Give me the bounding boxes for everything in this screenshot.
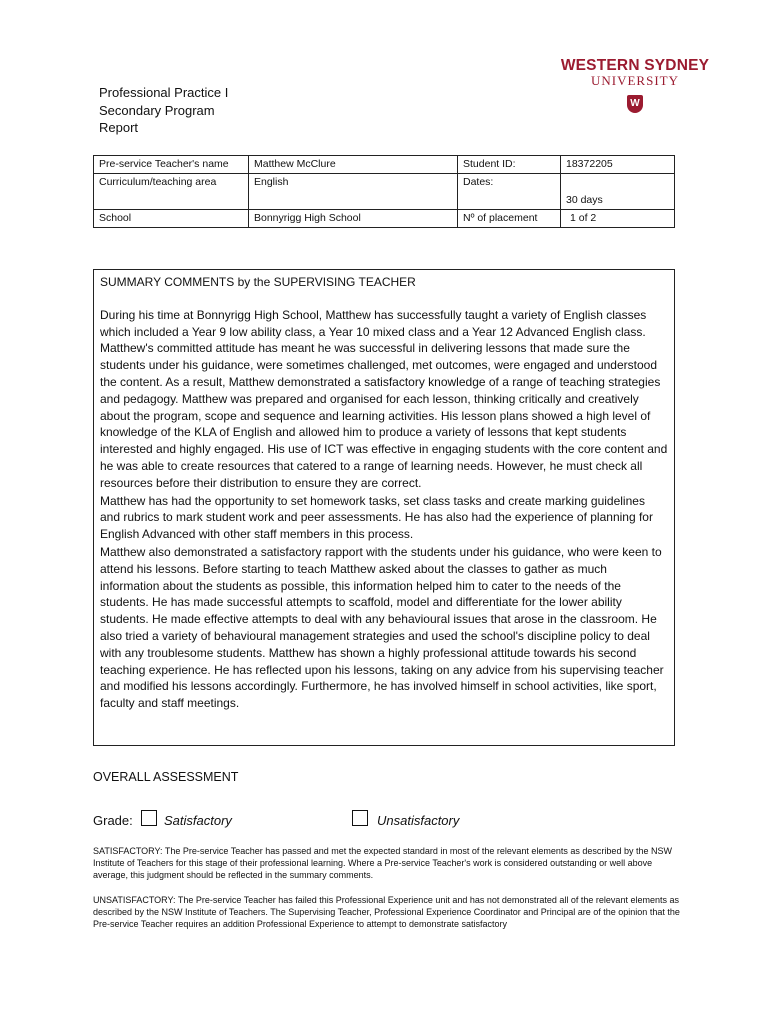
summary-paragraph: Matthew has had the opportunity to set homework tasks, set class tasks and create marking guidelines and rubrics to mark student work and peer assessments. He has also had the experience of planning for English Advanced with other staff members in this process. [100,493,653,542]
logo-text-top: WESTERN SYDNEY [560,57,710,74]
summary-paragraph: During his time at Bonnyrigg High School, Matthew has successfully taught a variety of English classes which included a Year 9 low ability class, a Year 10 mixed class and a Year 12 Advanced English class. Matthew's committed attitude has meant he was successful in delivering lessons that made sure the students under his guidance, were sometimes challenged, met outcomes, were engaged and understood the content. As a result, Matthew demonstrated a satisfactory knowledge of a range of teaching strategies and pedagogy. Matthew was prepared and organised for each lesson, thinking critically and creatively about the program, scope and sequence and learning activities. His lesson plans showed a high level of knowledge of the KLA of English and allowed him to produce a variety of lessons that kept students interested and highly engaged. His use of ICT was effective in engaging students with the core content and he was able to create resources that catered to a range of learning needs. However, he must check all resources before their distribution to ensure they are correct. [100,307,668,490]
dates-label: Dates: [458,174,561,210]
summary-paragraph: Matthew also demonstrated a satisfactory rapport with the students under his guidance, who were keen to attend his lessons. Before starting to teach Matthew asked about the classes to gather as much information about the students as possible, this information helped him to cater to the needs of the students. He has made successful attempts to scaffold, model and differentiate for the lower ability students. He made effective attempts to deal with any behavioural issues that arose in the classroom. He also tried a variety of behavioural management strategies and used the school's discipline policy to deal with any troublesome students. Matthew has shown a highly professional attitude towards his second teaching experience. He has reflected upon his lessons, taking on any advice from his supervising teacher and modified his lessons accordingly. Furthermore, he has involved himself in school activities, like sport, faculty and staff meetings. [100,544,664,711]
dates-cell [561,174,675,210]
school-value: Bonnyrigg High School [249,210,458,228]
satisfactory-label: Satisfactory [164,813,232,828]
table-row [94,210,675,228]
table-row [94,156,675,174]
title-line-3: Report [99,120,139,135]
dates-value: 30 days [566,194,603,206]
grade-row [93,810,693,832]
placement-value: 1 of 2 [570,212,597,224]
summary-heading: SUMMARY COMMENTS by the SUPERVISING TEACHER [100,275,416,289]
unsatisfactory-label: Unsatisfactory [377,813,460,828]
university-logo [560,58,710,113]
overall-assessment-heading: OVERALL ASSESSMENT [93,770,239,784]
student-info-table [93,155,675,228]
grade-label: Grade: [93,813,133,828]
unsatisfactory-definition: UNSATISFACTORY: The Pre-service Teacher has failed this Professional Experience unit and has not demonstrated all of the relevant elements as described by the NSW Institute of Teachers. The Supervising Teacher, Professional Experience Coordinator and Principal are of the opinion that the Pre-service Teacher requires an addition Professional Experience to attempt to demonstrate satisfactory [93,895,680,929]
unsatisfactory-checkbox[interactable] [352,810,368,826]
student-id-value: 18372205 [561,156,675,174]
satisfactory-definition: SATISFACTORY: The Pre-service Teacher has passed and met the expected standard in most of the relevant elements as described by the NSW Institute of Teachers for this stage of their professional learning. Where a Pre-service Teacher's work is considered outstanding or well above average, this judgment should be reflected in the summary comments. [93,846,672,880]
area-label: Curriculum/teaching area [94,174,249,210]
title-line-1: Professional Practice I [99,85,229,100]
placement-label: Nº of placement [458,210,561,228]
report-title [99,84,228,137]
area-value: English [249,174,458,210]
table-row [94,174,675,210]
shield-icon: W [627,95,643,113]
school-label: School [94,210,249,228]
logo-text-bottom: UNIVERSITY [591,73,679,88]
student-id-label: Student ID: [458,156,561,174]
name-label: Pre-service Teacher's name [94,156,249,174]
title-line-2: Secondary Program [99,102,215,118]
name-value: Matthew McClure [249,156,458,174]
summary-comments-box [93,269,675,746]
satisfactory-checkbox[interactable] [141,810,157,826]
placement-cell [561,210,675,228]
